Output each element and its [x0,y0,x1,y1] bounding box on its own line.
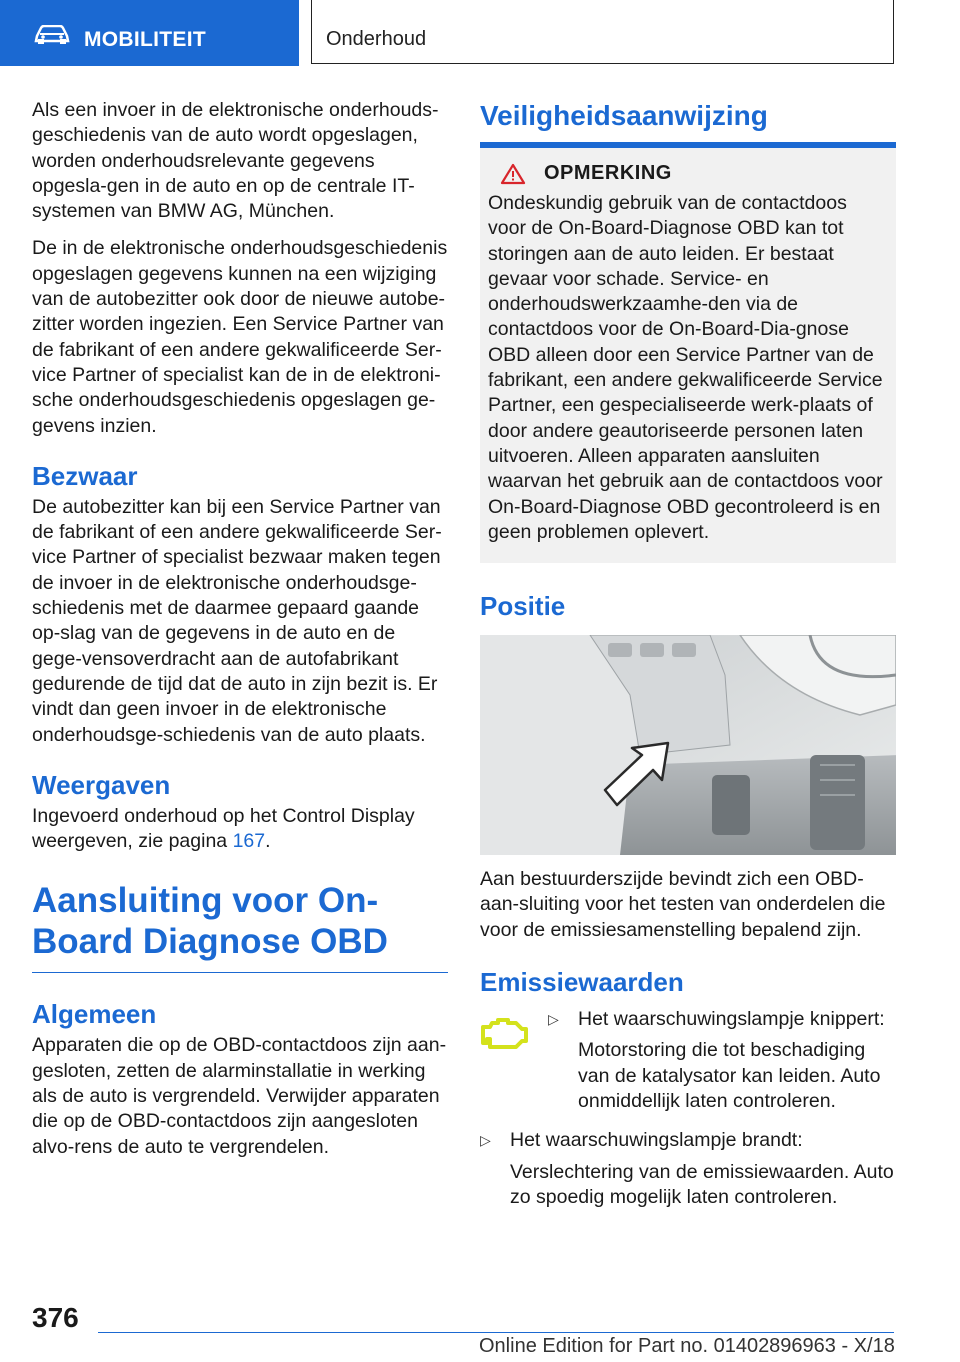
section-header [311,0,894,64]
chapter-tab[interactable] [0,0,299,66]
bullet-arrow-icon: ▷ [548,1011,559,1028]
paragraph-algemeen: Apparaten die op de OBD-contactdoos zijn aan-gesloten, zetten de alarminstallatie in werking als de auto is vergrendeld. Verwijder apparaten die op de OBD-contactdoos zijn aangesloten alvo-rens de auto te vergrendelen. [32,1034,447,1158]
warning-label: OPMERKING [544,162,672,184]
right-column [480,100,896,1216]
heading-obd: Aansluiting voor On-Board Diagnose OBD [32,880,448,973]
heading-positie: Positie [480,591,566,622]
page-number: 376 [32,1302,79,1333]
heading-weergaven: Weergaven [32,769,171,800]
bullet-title: Het waarschuwingslampje knippert: [578,1008,885,1031]
edition-text: Online Edition for Part no. 01402896963 - X/18 [479,1335,895,1357]
car-icon [34,25,70,45]
list-item [480,1128,896,1216]
heading-emissie: Emissiewaarden [480,967,684,998]
engine-lamp-container [480,1007,548,1128]
check-engine-icon [480,1017,530,1049]
left-column [32,98,448,1172]
paragraph-positie: Aan bestuurderszijde bevindt zich een OBD-aan-sluiting voor het testen van onderdelen die voor de emissiesamenstelling bepalend zijn. [480,868,886,941]
weergaven-end: . [265,830,271,853]
page-reference-link[interactable]: 167 [232,830,266,853]
footwell-illustration [480,635,896,855]
warning-triangle-icon [500,163,526,185]
list-item [480,1007,896,1128]
weergaven-text: Ingevoerd onderhoud op het Control Display weergeven, zie pagina [32,804,415,853]
section-label: Onderhoud [326,28,427,50]
bullet-text: Verslechtering van de emissiewaarden. Auto zo spoedig mogelijk laten controleren. [510,1160,894,1208]
emission-list [480,1007,896,1216]
bullet-text: Motorstoring die tot beschadiging van de katalysator kan leiden. Auto onmiddellijk laten controleren. [578,1039,881,1112]
paragraph-bezwaar: De autobezitter kan bij een Service Partner van de fabrikant of een andere gekwalificeerde Ser-vice Partner of specialist bezwaar maken tegen de invoer in de elektronische onderhoudsge-schiedenis met de daarmee gepaard gaande op-slag van de gegevens in de auto en de gege-vensoverdracht aan de autofabrikant gedurende de tijd dat de auto in zijn bezit is. Er vindt dan geen invoer in de elektronische onderhoudsge-schiedenis van de auto plaats. [32,495,442,746]
warning-header [488,162,888,185]
chapter-label: MOBILITEIT [84,28,206,51]
heading-bezwaar: Bezwaar [32,460,138,491]
footer-divider [98,1332,894,1333]
obd-position-photo [480,635,896,855]
heading-algemeen: Algemeen [32,999,157,1030]
paragraph-weergaven [32,804,448,855]
bullet-title: Het waarschuwingslampje brandt: [510,1129,803,1152]
heading-safety: Veiligheidsaanwijzing [480,100,896,148]
warning-box [480,148,896,563]
paragraph-intro: Als een invoer in de elektronische onderhouds-geschiedenis van de auto wordt opgeslagen, worden onderhoudsrelevante gegevens opgesla-gen in de auto en op de centrale IT-systemen van BMW AG, München. [32,99,439,223]
bullet-arrow-icon: ▷ [480,1132,491,1149]
paragraph-data-access: De in de elektronische onderhoudsgeschiedenis opgeslagen gegevens kunnen na een wijziging van de autobezitter ook door de nieuwe autobe-zitter worden ingezien. Een Service Partner van de fabrikant of een andere gekwalificeerde Ser-vice Partner of specialist kan de in de elektroni-sche onderhoudsgeschiedenis opgeslagen ge-gevens inzien. [32,237,448,437]
warning-text: Ondeskundig gebruik van de contactdoos voor de On-Board-Diagnose OBD kan tot storingen aan de auto leiden. Er bestaat gevaar voor schade. Service- en onderhoudswerkzaamhe-den via de contactdoos voor de On-Board-Dia-gnose OBD alleen door een Service Partner van de fabrikant, een andere gekwalificeerde Service Partner, een gespecialiseerde werk-plaats of door andere geautoriseerde personen laten uitvoeren. Alleen apparaten aansluiten waarvan het gebruik aan de contactdoos voor On-Board-Diagnose OBD gecontroleerd is en geen problemen oplevert. [488,192,883,543]
